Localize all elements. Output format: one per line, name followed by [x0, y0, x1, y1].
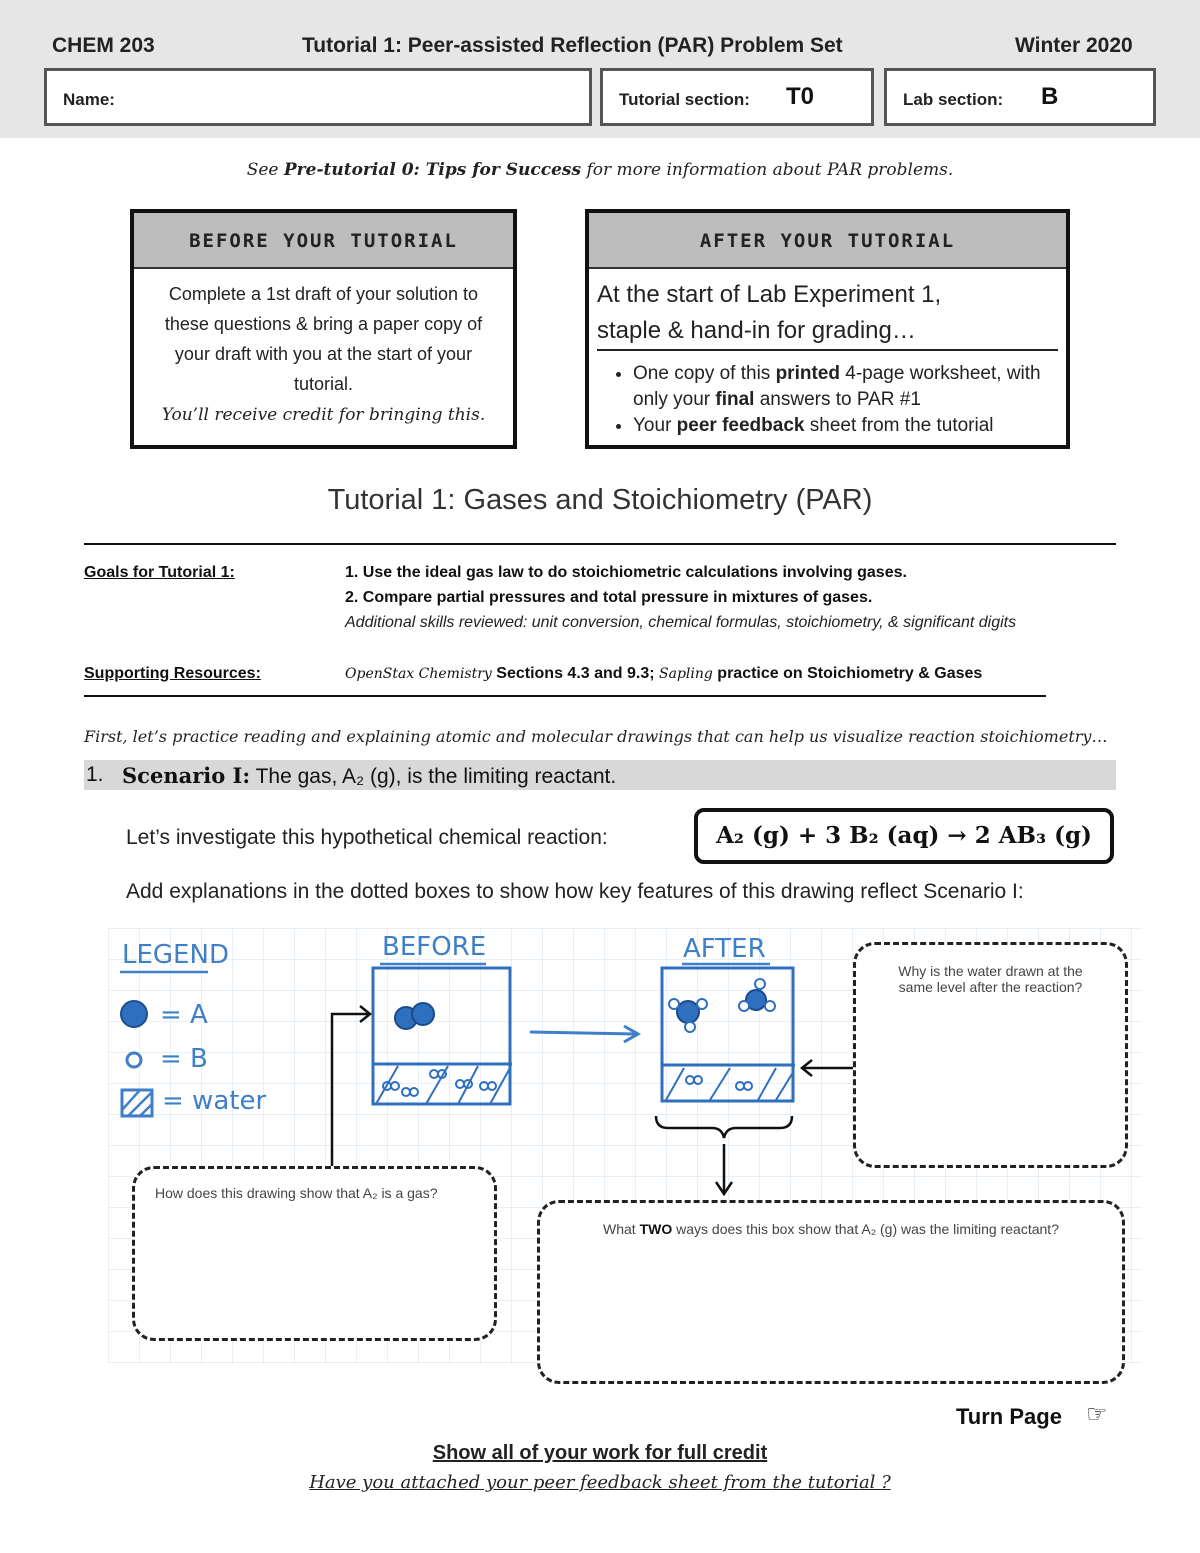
investigate-text: Let’s investigate this hypothetical chemical reaction:: [126, 826, 608, 849]
tutorial-section-field[interactable]: [600, 68, 874, 126]
lab-section-field[interactable]: [884, 68, 1156, 126]
after-bullet-2: • Your peer feedback sheet from the tutorial: [633, 413, 1066, 439]
legend-water-label: = water: [162, 1086, 267, 1116]
course-code: CHEM 203: [52, 34, 155, 57]
after-label: AFTER: [683, 934, 766, 964]
limiting-reactant-answer-box[interactable]: [537, 1200, 1125, 1384]
intro-pre: See: [246, 160, 284, 180]
name-label: Name:: [63, 90, 115, 109]
gas-answer-box[interactable]: [132, 1166, 497, 1341]
intro-emph: Pre-tutorial 0: Tips for Success: [283, 160, 582, 180]
divider-top: [84, 543, 1116, 545]
after-bullet-1: • One copy of this printed 4-page worksheet, with only your final answers to PAR #1: [633, 361, 1066, 413]
resources-sapling: Sapling: [659, 666, 713, 682]
goals-label: Goals for Tutorial 1:: [84, 564, 235, 581]
after-tutorial-list: [589, 361, 1066, 439]
lab-section-value: B: [1041, 83, 1059, 110]
tutorial-title: Tutorial 1: Gases and Stoichiometry (PAR): [327, 484, 873, 516]
legend-title: LEGEND: [122, 940, 229, 970]
before-tutorial-credit: You’ll receive credit for bringing this.: [161, 405, 486, 425]
lab-section-label: Lab section:: [903, 90, 1004, 109]
tutorial-section-value: T0: [786, 83, 815, 110]
goal-item-1: 1. Use the ideal gas law to do stoichiometric calculations involving gases.: [345, 564, 907, 581]
intro-line: [0, 160, 1200, 180]
reaction-equation: A₂ (g) + 3 B₂ (aq) → 2 AB₃ (g): [694, 808, 1114, 864]
resources-book: OpenStax Chemistry: [345, 666, 492, 682]
term: Winter 2020: [1015, 34, 1133, 57]
before-tutorial-body: Complete a 1st draft of your solution to these questions & bring a paper copy of your draft with you at the start of your tutorial.: [164, 284, 483, 394]
legend-a-atom: [121, 1001, 147, 1027]
name-field[interactable]: [44, 68, 592, 126]
legend-a-label: = A: [160, 1000, 208, 1030]
show-work-note: Show all of your work for full credit: [432, 1442, 768, 1464]
question-1-heading: [122, 763, 616, 789]
drawing-instructions: Add explanations in the dotted boxes to show how key features of this drawing reflect Scenario I:: [126, 880, 1024, 903]
after-tutorial-box: [585, 209, 1070, 449]
question-1-number: 1.: [86, 763, 104, 786]
gas-question: How does this drawing show that A₂ is a gas?: [155, 1185, 438, 1201]
resources-text: [345, 665, 982, 683]
divider-bottom: [84, 695, 1046, 697]
resources-rest: practice on Stoichiometry & Gases: [712, 665, 983, 682]
after-tutorial-heading: AFTER YOUR TUTORIAL: [589, 213, 1066, 269]
resources-sections: Sections 4.3 and 9.3;: [491, 665, 660, 682]
goal-item-2: 2. Compare partial pressures and total pressure in mixtures of gases.: [345, 589, 873, 606]
before-tutorial-heading: BEFORE YOUR TUTORIAL: [134, 213, 513, 269]
water-level-answer-box[interactable]: [853, 942, 1128, 1168]
practice-intro: First, let’s practice reading and explaining atomic and molecular drawings that can help us visualize reaction stoichiometry…: [84, 727, 1108, 746]
tutorial-section-label: Tutorial section:: [619, 90, 750, 109]
legend-b-label: = B: [160, 1044, 208, 1074]
after-line1: At the start of Lab Experiment 1,: [597, 281, 942, 308]
goal-additional: Additional skills reviewed: unit conversion, chemical formulas, stoichiometry, & significant digits: [345, 614, 1017, 631]
turn-page-label: Turn Page: [956, 1404, 1062, 1429]
attached-feedback-note: Have you attached your peer feedback sheet from the tutorial ?: [309, 1472, 891, 1493]
intro-post: for more information about PAR problems.: [581, 160, 954, 180]
before-label: BEFORE: [382, 932, 487, 962]
pointing-hand-icon: ☞: [1086, 1401, 1108, 1428]
resources-label: Supporting Resources:: [84, 665, 261, 682]
before-tutorial-box: [130, 209, 517, 449]
limiting-question: What TWO ways does this box show that A₂ (g) was the limiting reactant?: [603, 1221, 1059, 1237]
after-tutorial-instructions: [589, 269, 1066, 351]
water-level-question: Why is the water drawn at the same level after the reaction?: [898, 963, 1083, 995]
scenario-text: The gas, A₂ (g), is the limiting reactant.: [250, 765, 617, 788]
after-line2: staple & hand-in for grading…: [597, 313, 1058, 351]
worksheet-title: Tutorial 1: Peer-assisted Reflection (PAR) Problem Set: [302, 34, 843, 57]
scenario-label: Scenario I:: [122, 763, 251, 788]
